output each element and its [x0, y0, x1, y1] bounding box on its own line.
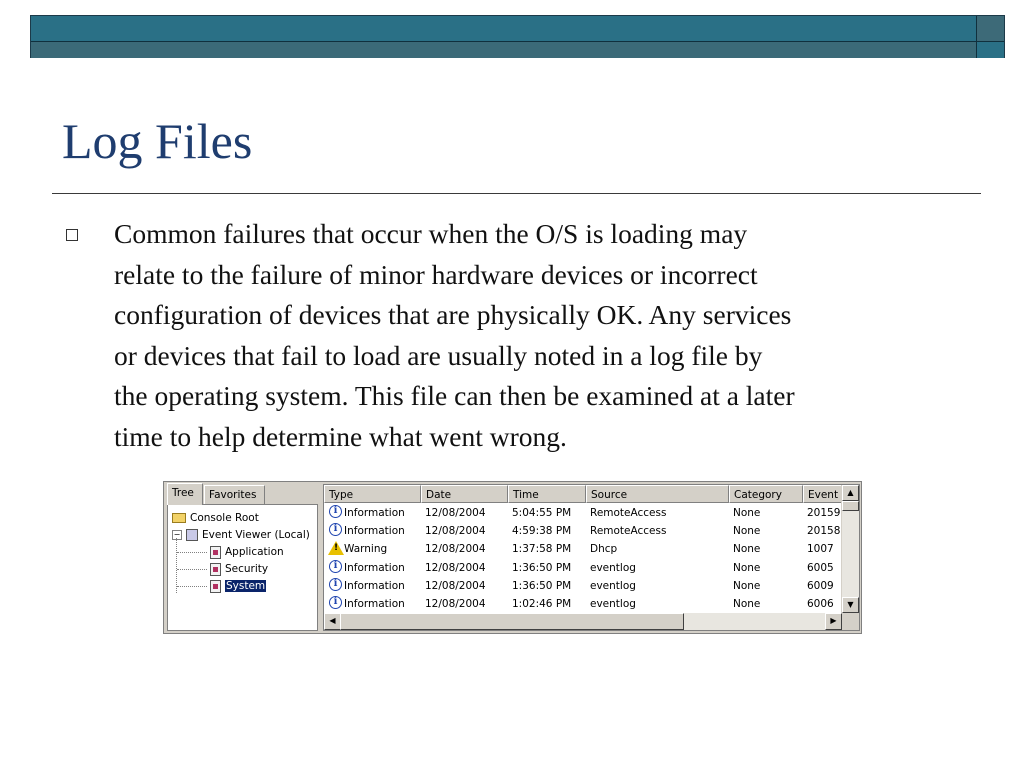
bullet-line: relate to the failure of minor hardware devices or incorrect [114, 258, 758, 290]
cell-event: 1007 [807, 543, 834, 556]
tree-connector [176, 538, 177, 593]
info-icon: i [329, 560, 342, 573]
bullet-square-icon [66, 229, 78, 241]
event-list [323, 484, 860, 631]
table-row[interactable] [324, 504, 842, 522]
title-banner [30, 15, 1005, 58]
bullet-line: or devices that fail to load are usually noted in a log file by [114, 339, 763, 371]
tree-item-application[interactable] [210, 544, 284, 560]
tab-tree[interactable]: Tree [167, 483, 203, 505]
cell-date: 12/08/2004 [425, 525, 486, 538]
vertical-scrollbar[interactable] [841, 485, 859, 613]
cell-type: Information [344, 561, 405, 574]
log-icon [210, 546, 221, 559]
cell-event: 6005 [807, 561, 834, 574]
cell-source: eventlog [590, 598, 636, 610]
log-icon [210, 580, 221, 593]
cell-type: Information [344, 525, 405, 538]
tree-item-label-selected: System [226, 580, 266, 592]
cell-source: RemoteAccess [590, 525, 667, 538]
info-icon: i [329, 505, 342, 518]
scroll-right-arrow-icon[interactable]: ▶ [825, 613, 842, 630]
scroll-thumb[interactable] [842, 501, 859, 511]
info-icon: i [329, 596, 342, 609]
cell-time: 1:02:46 PM [512, 598, 572, 610]
horizontal-scrollbar[interactable] [324, 613, 842, 630]
folder-icon [172, 513, 186, 523]
tree-item-label: Console Root [190, 512, 259, 524]
tree-item-security[interactable] [210, 561, 268, 577]
cell-time: 1:36:50 PM [512, 579, 572, 592]
cell-event: 20159 [807, 507, 841, 519]
cell-date: 12/08/2004 [425, 507, 486, 519]
warning-icon: ! [328, 541, 344, 555]
cell-time: 1:36:50 PM [512, 561, 572, 574]
banner-square-bottom [976, 42, 1004, 58]
cell-category: None [733, 525, 761, 538]
cell-type: Information [344, 598, 405, 610]
cell-type: Information [344, 579, 405, 592]
table-row[interactable] [324, 522, 842, 540]
tree-connector [177, 552, 207, 553]
cell-date: 12/08/2004 [425, 598, 486, 610]
cell-date: 12/08/2004 [425, 579, 486, 592]
tree-connector [177, 586, 207, 587]
log-icon [210, 563, 221, 576]
scroll-down-arrow-icon[interactable]: ▼ [842, 597, 859, 613]
banner-band-bottom [31, 42, 977, 58]
bullet-line: time to help determine what went wrong. [114, 420, 567, 452]
cell-type: Warning [344, 543, 388, 556]
cell-source: Dhcp [590, 543, 618, 556]
cell-event: 6006 [807, 598, 834, 610]
cell-date: 12/08/2004 [425, 543, 486, 556]
bullet-line: configuration of devices that are physically OK. Any services [114, 299, 792, 330]
scroll-left-arrow-icon[interactable]: ◀ [324, 613, 341, 630]
tree-item-console-root[interactable] [172, 510, 259, 526]
cell-source: eventlog [590, 579, 636, 592]
column-header-source[interactable]: Source [586, 485, 729, 503]
tree-connector [177, 569, 207, 570]
table-row[interactable] [324, 577, 842, 595]
cell-date: 12/08/2004 [425, 561, 486, 574]
table-row[interactable] [324, 540, 842, 558]
cell-type: Information [344, 507, 405, 519]
cell-time: 5:04:55 PM [512, 507, 572, 519]
info-icon: i [329, 523, 342, 536]
cell-time: 4:59:38 PM [512, 525, 572, 538]
cell-source: RemoteAccess [590, 507, 667, 519]
cell-event: 6009 [807, 579, 834, 592]
collapse-icon[interactable]: − [173, 530, 181, 539]
tree-item-label: Event Viewer (Local) [202, 529, 310, 541]
table-row[interactable] [324, 559, 842, 577]
tree-item-label: Security [225, 563, 269, 575]
bullet-paragraph [114, 214, 974, 457]
tree-item-event-viewer[interactable] [172, 527, 310, 543]
scrollbar-corner [842, 613, 859, 630]
column-header-category[interactable]: Category [729, 485, 803, 503]
column-header-date[interactable]: Date [421, 485, 508, 503]
tree-panel [167, 504, 318, 631]
bullet-line: Common failures that occur when the O/S is loading may [114, 218, 748, 249]
tree-item-system[interactable] [210, 578, 266, 594]
cell-category: None [733, 579, 761, 592]
cell-category: None [733, 543, 761, 556]
cell-event: 20158 [807, 525, 841, 538]
cell-category: None [733, 598, 761, 610]
info-icon: i [329, 578, 342, 591]
column-header-type[interactable]: Type [324, 485, 421, 503]
event-viewer-icon [186, 529, 198, 541]
cell-category: None [733, 561, 761, 574]
table-row[interactable] [324, 595, 842, 613]
tree-item-label: Application [225, 546, 284, 558]
slide-title: Log Files [62, 113, 253, 169]
cell-category: None [733, 507, 761, 519]
title-divider [52, 193, 981, 194]
banner-square-top [976, 16, 1004, 42]
bullet-line: the operating system. This file can then be examined at a later [114, 380, 795, 411]
column-header-time[interactable]: Time [508, 485, 586, 503]
scroll-up-arrow-icon[interactable]: ▲ [842, 485, 859, 501]
event-viewer-screenshot [163, 481, 862, 634]
horizontal-scroll-thumb[interactable] [340, 613, 684, 630]
banner-band-top [31, 16, 977, 42]
cell-source: eventlog [590, 561, 636, 574]
cell-time: 1:37:58 PM [512, 543, 572, 556]
tab-favorites[interactable]: Favorites [204, 485, 265, 504]
column-header-event[interactable]: Event [803, 485, 842, 503]
